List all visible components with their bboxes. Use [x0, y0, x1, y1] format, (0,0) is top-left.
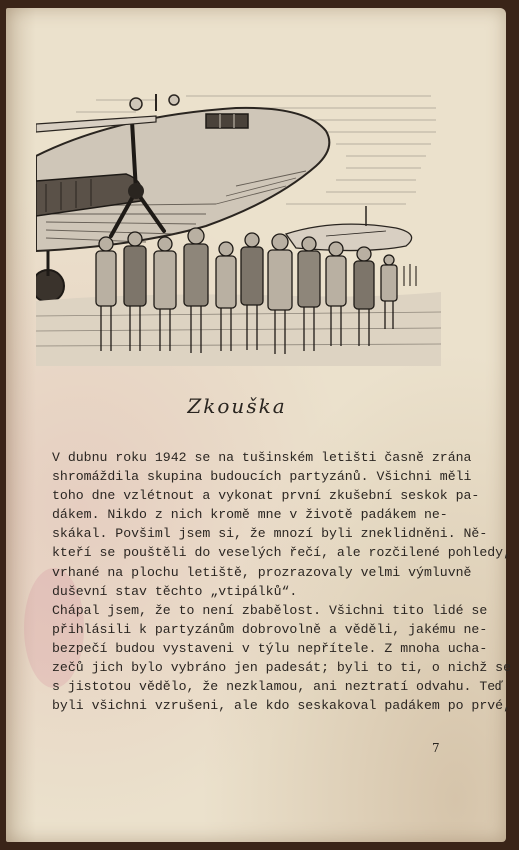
- text-line: přihlásili k partyzánům dobrovolně a věděli, jakému ne-: [52, 621, 488, 637]
- text-line: toho dne vzlétnout a vykonat první zkušební seskok pa-: [52, 488, 480, 504]
- text-line: dákem. Nikdo z nich kromě mne v životě padákem ne-: [52, 507, 448, 523]
- text-line: duševní stav těchto „vtipálků“.: [52, 583, 298, 599]
- text-line: s jistotou vědělo, že nezklamou, ani neztratí odvahu. Teď: [52, 679, 504, 695]
- text-line: zečů jich bylo vybráno jen padesát; byli to ti, o nichž se: [52, 660, 511, 676]
- text-line: vrhané na plochu letiště, prozrazovaly velmi výmluvně: [52, 564, 472, 580]
- text-line: bezpečí budou vystaveni v týlu nepřítele. Z mnoha ucha-: [52, 640, 488, 656]
- text-line: byli všichni vzrušeni, ale kdo seskakoval padákem po prvé,: [52, 698, 511, 714]
- text-line: kteří se pouštěli do veselých řečí, ale rozčilené pohledy,: [52, 545, 511, 561]
- body-text: [52, 448, 511, 715]
- text-line: V dubnu roku 1942 se na tušinském letišti časně zrána: [52, 450, 472, 465]
- text-line: Chápal jsem, že to není zbabělost. Všichni tito lidé se: [52, 602, 488, 618]
- airplane-illustration: [36, 86, 441, 366]
- chapter-title: Zkouška: [187, 394, 287, 418]
- text-line: shromáždila skupina budoucích partyzánů. Všichni měli: [52, 469, 472, 485]
- text-line: skákal. Povšiml jsem si, že mnozí byli zneklidněni. Ně-: [52, 526, 488, 542]
- page-number: 7: [432, 741, 440, 755]
- book-page: [6, 8, 511, 842]
